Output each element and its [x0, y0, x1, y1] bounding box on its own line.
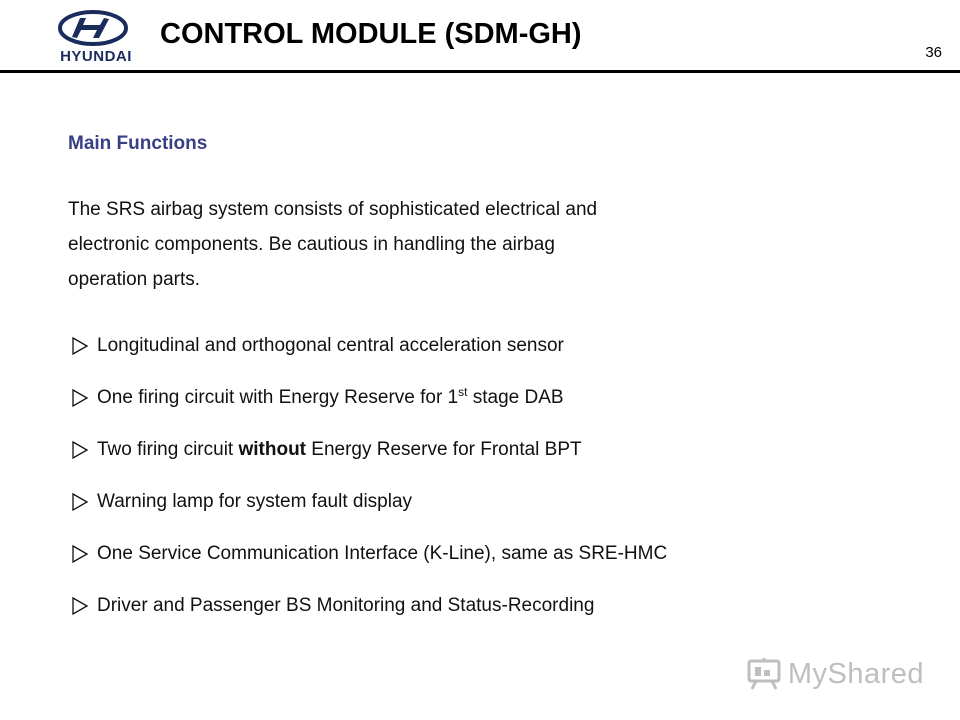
feature-text	[97, 439, 582, 461]
feature-text: Longitudinal and orthogonal central acceleration sensor	[97, 335, 564, 356]
page-number: 36	[925, 44, 942, 61]
logo-wordmark: HYUNDAI	[60, 48, 132, 65]
intro-paragraph	[68, 192, 768, 297]
hyundai-logo-icon	[58, 10, 128, 46]
feature-item	[70, 528, 930, 580]
intro-line: electronic components. Be cautious in handling the airbag	[68, 234, 555, 255]
feature-text: One Service Communication Interface (K-Line), same as SRE-HMC	[97, 543, 668, 564]
feature-text: Driver and Passenger BS Monitoring and Status-Recording	[97, 595, 595, 616]
hyundai-logo	[40, 8, 150, 66]
intro-line: operation parts.	[68, 269, 201, 290]
triangle-bullet-icon	[70, 336, 90, 356]
watermark	[746, 656, 924, 692]
triangle-bullet-icon	[70, 492, 90, 512]
watermark-text: MyShared	[787, 657, 924, 690]
triangle-bullet-icon	[70, 440, 90, 460]
presentation-board-icon	[746, 657, 784, 691]
ordinal-suffix: st	[458, 385, 468, 399]
feature-item	[70, 476, 930, 528]
feature-item	[70, 320, 930, 372]
feature-text-part: stage DAB	[467, 387, 564, 408]
feature-text: Warning lamp for system fault display	[97, 491, 413, 512]
feature-text	[97, 387, 564, 409]
page-title: CONTROL MODULE (SDM-GH)	[160, 18, 582, 50]
feature-item	[70, 580, 930, 632]
emphasis-text: without	[238, 439, 307, 460]
triangle-bullet-icon	[70, 544, 90, 564]
header-divider	[0, 70, 960, 73]
intro-line: The SRS airbag system consists of sophisticated electrical and	[68, 199, 598, 220]
feature-item	[70, 372, 930, 424]
section-heading: Main Functions	[68, 133, 208, 154]
feature-list	[70, 320, 930, 632]
feature-text-part: Two firing circuit	[97, 439, 239, 460]
feature-item	[70, 424, 930, 476]
feature-text-part: One firing circuit with Energy Reserve for 1	[97, 387, 459, 408]
feature-text-part: Energy Reserve for Frontal BPT	[306, 439, 582, 460]
triangle-bullet-icon	[70, 388, 90, 408]
triangle-bullet-icon	[70, 596, 90, 616]
